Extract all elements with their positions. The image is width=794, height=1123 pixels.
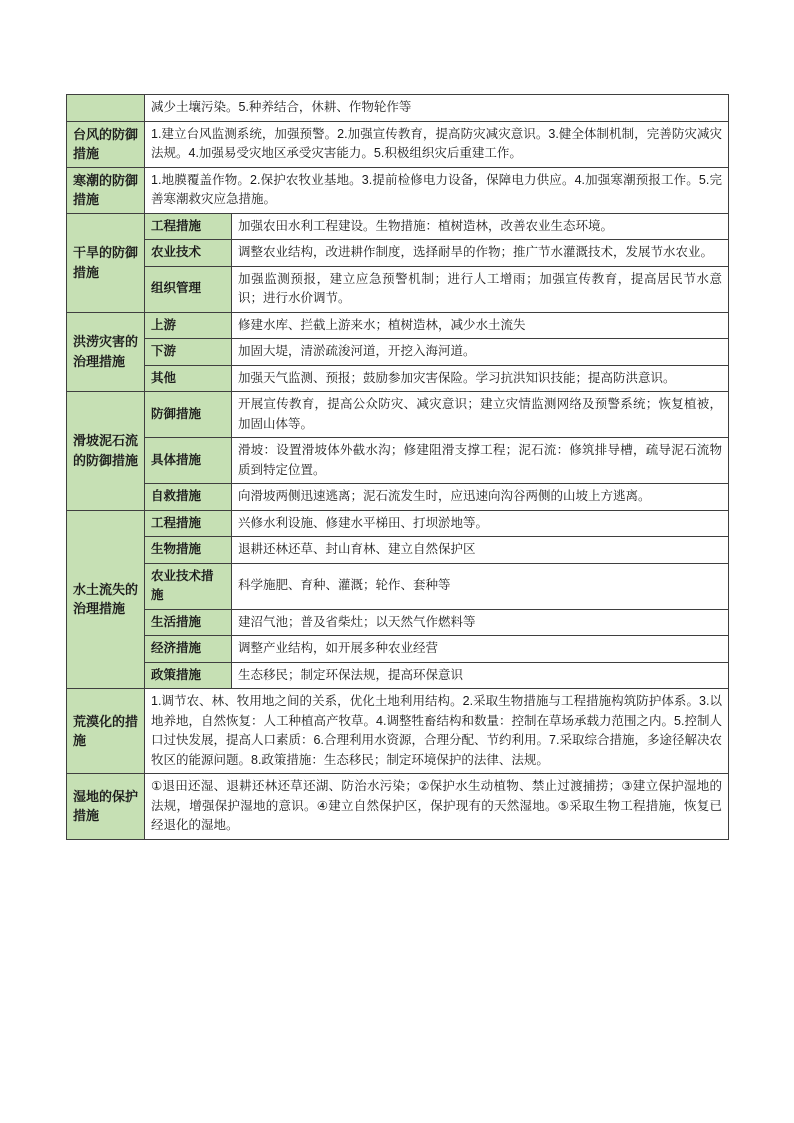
content-cell: 退耕还林还草、封山育林、建立自然保护区	[232, 537, 729, 564]
table-row	[67, 339, 729, 366]
section-header: 荒漠化的措施	[67, 689, 145, 774]
sub-header: 上游	[145, 312, 232, 339]
section-header	[67, 95, 145, 122]
table-row	[67, 213, 729, 240]
content-cell: 兴修水利设施、修建水平梯田、打坝淤地等。	[232, 510, 729, 537]
content-cell: 加固大堤，清淤疏浚河道，开挖入海河道。	[232, 339, 729, 366]
sub-header: 工程措施	[145, 213, 232, 240]
table-row	[67, 95, 729, 122]
content-cell: 向滑坡两侧迅速逃离；泥石流发生时，应迅速向沟谷两侧的山坡上方逃离。	[232, 484, 729, 511]
sub-header: 生活措施	[145, 609, 232, 636]
content-cell: ①退田还湿、退耕还林还草还湖、防治水污染；②保护水生动植物、禁止过渡捕捞；③建立保护湿地的法规，增强保护湿地的意识。④建立自然保护区，保护现有的天然湿地。⑤采取生物工程措施，恢复已经退化的湿地。	[145, 774, 729, 840]
sub-header: 生物措施	[145, 537, 232, 564]
table-row	[67, 240, 729, 267]
table-row	[67, 365, 729, 392]
table-row	[67, 636, 729, 663]
sub-header: 农业技术措施	[145, 563, 232, 609]
table-row	[67, 689, 729, 774]
content-cell: 1.建立台风监测系统，加强预警。2.加强宣传教育，提高防灾减灾意识。3.健全体制机制，完善防灾减灾法规。4.加强易受灾地区承受灾害能力。5.积极组织灾后重建工作。	[145, 121, 729, 167]
content-cell: 生态移民；制定环保法规，提高环保意识	[232, 662, 729, 689]
table-row	[67, 392, 729, 438]
sub-header: 经济措施	[145, 636, 232, 663]
table-row	[67, 121, 729, 167]
content-cell: 调整产业结构，如开展多种农业经营	[232, 636, 729, 663]
table-row	[67, 774, 729, 840]
table-row	[67, 438, 729, 484]
table-row	[67, 167, 729, 213]
table-row	[67, 510, 729, 537]
sub-header: 下游	[145, 339, 232, 366]
sub-header: 具体措施	[145, 438, 232, 484]
table-row	[67, 484, 729, 511]
content-cell: 修建水库、拦截上游来水；植树造林，减少水土流失	[232, 312, 729, 339]
section-header: 台风的防御措施	[67, 121, 145, 167]
content-cell: 加强农田水利工程建设。生物措施：植树造林，改善农业生态环境。	[232, 213, 729, 240]
table-row	[67, 266, 729, 312]
content-cell: 调整农业结构，改进耕作制度，选择耐旱的作物；推广节水灌溉技术，发展节水农业。	[232, 240, 729, 267]
table-row	[67, 563, 729, 609]
section-header: 水土流失的治理措施	[67, 510, 145, 689]
section-header: 滑坡泥石流的防御措施	[67, 392, 145, 511]
content-cell: 加强天气监测、预报；鼓励参加灾害保险。学习抗洪知识技能；提高防洪意识。	[232, 365, 729, 392]
table-row	[67, 312, 729, 339]
section-header: 寒潮的防御措施	[67, 167, 145, 213]
sub-header: 政策措施	[145, 662, 232, 689]
sub-header: 组织管理	[145, 266, 232, 312]
sub-header: 工程措施	[145, 510, 232, 537]
content-cell: 建沼气池；普及省柴灶；以天然气作燃料等	[232, 609, 729, 636]
content-cell: 开展宣传教育，提高公众防灾、减灾意识；建立灾情监测网络及预警系统；恢复植被，加固山体等。	[232, 392, 729, 438]
sub-header: 农业技术	[145, 240, 232, 267]
content-cell: 1.调节农、林、牧用地之间的关系，优化土地利用结构。2.采取生物措施与工程措施构筑防护体系。3.以地养地，自然恢复：人工种植高产牧草。4.调整牲畜结构和数量：控制在草场承载力范围之内。5.控制人口过快发展，提高人口素质：6.合理利用水资源，合理分配、节约利用。7.采取综合措施，多途径解决农牧区的能源问题。8.政策措施：生态移民；制定环境保护的法律、法规。	[145, 689, 729, 774]
section-header: 洪涝灾害的治理措施	[67, 312, 145, 392]
content-cell: 加强监测预报，建立应急预警机制；进行人工增雨；加强宣传教育，提高居民节水意识；进行水价调节。	[232, 266, 729, 312]
measures-table	[66, 94, 729, 840]
table-row	[67, 537, 729, 564]
section-header: 干旱的防御措施	[67, 213, 145, 312]
content-cell: 1.地膜覆盖作物。2.保护农牧业基地。3.提前检修电力设备，保障电力供应。4.加强寒潮预报工作。5.完善寒潮救灾应急措施。	[145, 167, 729, 213]
table-row	[67, 662, 729, 689]
section-header: 湿地的保护措施	[67, 774, 145, 840]
sub-header: 防御措施	[145, 392, 232, 438]
content-cell: 减少土壤污染。5.种养结合，休耕、作物轮作等	[145, 95, 729, 122]
sub-header: 其他	[145, 365, 232, 392]
sub-header: 自救措施	[145, 484, 232, 511]
content-cell: 科学施肥、育种、灌溉；轮作、套种等	[232, 563, 729, 609]
table-row	[67, 609, 729, 636]
content-cell: 滑坡：设置滑坡体外截水沟；修建阻滑支撑工程；泥石流：修筑排导槽，疏导泥石流物质到特定位置。	[232, 438, 729, 484]
